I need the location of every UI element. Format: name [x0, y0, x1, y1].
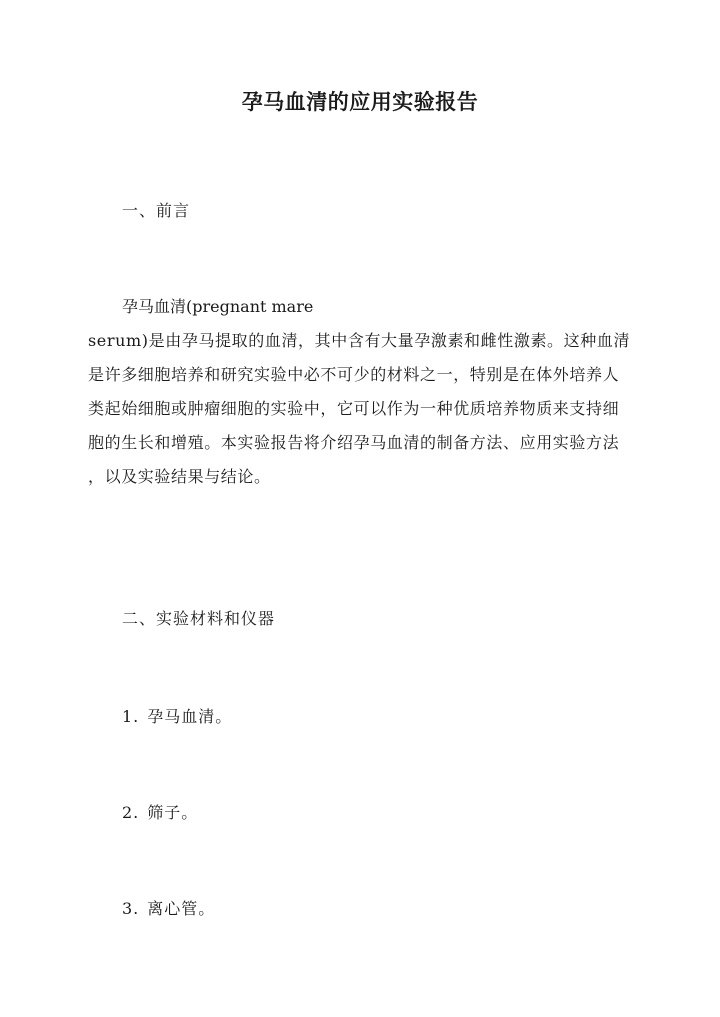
list-item	[122, 704, 232, 727]
list-item-number: 1.	[122, 707, 140, 726]
list-item-text: 孕马血清。	[147, 707, 233, 726]
section-heading-materials: 二、实验材料和仪器	[122, 609, 276, 628]
paragraph-line: serum)是由孕马提取的血清，其中含有大量孕激素和雌性激素。这种血清	[88, 331, 631, 350]
document-title: 孕马血清的应用实验报告	[241, 89, 479, 114]
list-item-text: 筛子。	[147, 803, 199, 822]
paragraph-line: 胞的生长和增殖。本实验报告将介绍孕马血清的制备方法、应用实验方法	[88, 433, 620, 452]
paragraph-line: 类起始细胞或肿瘤细胞的实验中，它可以作为一种优质培养物质来支持细	[88, 399, 620, 418]
list-item-text: 离心管。	[147, 899, 216, 918]
paragraph-line: 孕马血清(pregnant mare	[122, 297, 314, 316]
paragraph-line: 是许多细胞培养和研究实验中必不可少的材料之一，特别是在体外培养人	[88, 365, 620, 384]
list-item	[122, 800, 198, 823]
section-heading-preface: 一、前言	[122, 201, 191, 220]
list-item	[122, 896, 215, 919]
paragraph-line: ，以及实验结果与结论。	[88, 467, 271, 486]
list-item-number: 3.	[122, 899, 140, 918]
list-item-number: 2.	[122, 803, 140, 822]
preface-paragraph	[88, 290, 636, 494]
